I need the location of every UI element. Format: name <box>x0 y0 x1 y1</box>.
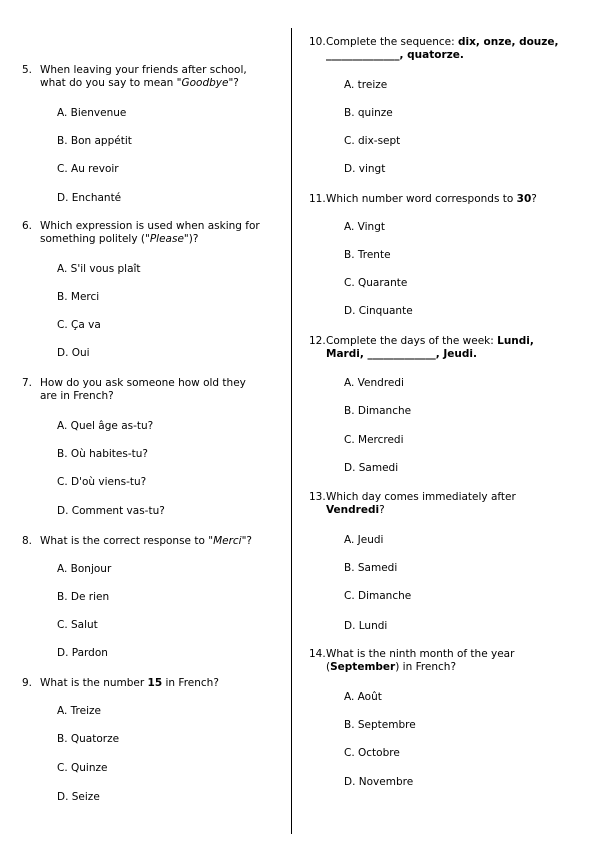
option-a[interactable]: A. S'il vous plaît <box>57 263 141 275</box>
question-number: 8. <box>22 535 33 547</box>
option-b[interactable]: B. Dimanche <box>344 405 412 417</box>
option-c[interactable]: C. Quinze <box>57 762 108 774</box>
option-a[interactable]: A. Quel âge as-tu? <box>57 420 154 432</box>
question-9 <box>22 677 262 690</box>
question-text: How do you ask someone how old they are in French? <box>40 377 246 402</box>
question-7 <box>22 377 262 402</box>
option-c[interactable]: C. Mercredi <box>344 434 404 446</box>
question-number: 12. <box>309 335 326 347</box>
question-number: 5. <box>22 64 33 76</box>
question-number: 10. <box>309 36 326 48</box>
question-number: 11. <box>309 193 326 205</box>
option-d[interactable]: D. Cinquante <box>344 305 413 317</box>
option-a[interactable]: A. Jeudi <box>344 534 384 546</box>
question-text: What is the number 15 in French? <box>40 677 219 689</box>
question-text: Complete the days of the week: Lundi, Mardi, _____________, Jeudi. <box>326 335 534 360</box>
option-c[interactable]: C. dix-sept <box>344 135 401 147</box>
option-b[interactable]: B. Merci <box>57 291 100 303</box>
question-number: 7. <box>22 377 33 389</box>
question-13 <box>309 491 559 516</box>
option-a[interactable]: A. treize <box>344 79 388 91</box>
column-divider <box>291 28 292 834</box>
option-a[interactable]: A. Vendredi <box>344 377 404 389</box>
question-10 <box>309 36 559 61</box>
question-text: Which number word corresponds to 30? <box>326 193 537 205</box>
option-c[interactable]: C. Octobre <box>344 747 400 759</box>
question-6 <box>22 220 262 245</box>
option-c[interactable]: C. Salut <box>57 619 98 631</box>
option-a[interactable]: A. Août <box>344 691 382 703</box>
option-d[interactable]: D. Oui <box>57 347 90 359</box>
option-b[interactable]: B. Où habites-tu? <box>57 448 148 460</box>
option-d[interactable]: D. vingt <box>344 163 386 175</box>
option-b[interactable]: B. Trente <box>344 249 391 261</box>
question-number: 13. <box>309 491 326 503</box>
option-d[interactable]: D. Novembre <box>344 776 414 788</box>
option-a[interactable]: A. Vingt <box>344 221 385 233</box>
option-a[interactable]: A. Treize <box>57 705 101 717</box>
option-c[interactable]: C. Ça va <box>57 319 101 331</box>
question-number: 6. <box>22 220 33 232</box>
option-a[interactable]: A. Bienvenue <box>57 107 127 119</box>
option-c[interactable]: C. Au revoir <box>57 163 119 175</box>
option-b[interactable]: B. De rien <box>57 591 110 603</box>
option-c[interactable]: C. Quarante <box>344 277 408 289</box>
option-b[interactable]: B. Samedi <box>344 562 398 574</box>
question-text: What is the correct response to "Merci"? <box>40 535 252 547</box>
question-5 <box>22 64 262 89</box>
option-c[interactable]: C. D'où viens-tu? <box>57 476 147 488</box>
question-text: Which expression is used when asking for something politely ("Please")? <box>40 220 260 245</box>
question-14 <box>309 648 559 673</box>
option-b[interactable]: B. Septembre <box>344 719 416 731</box>
question-12 <box>309 335 559 360</box>
option-d[interactable]: D. Comment vas-tu? <box>57 505 165 517</box>
option-d[interactable]: D. Seize <box>57 791 100 803</box>
question-11 <box>309 193 559 206</box>
option-d[interactable]: D. Samedi <box>344 462 399 474</box>
question-text: Complete the sequence: dix, onze, douze, ______________, quatorze. <box>326 36 559 61</box>
option-a[interactable]: A. Bonjour <box>57 563 112 575</box>
question-text: Which day comes immediately after Vendredi? <box>326 491 516 516</box>
question-number: 9. <box>22 677 33 689</box>
option-d[interactable]: D. Enchanté <box>57 192 122 204</box>
question-text: When leaving your friends after school, what do you say to mean "Goodbye"? <box>40 64 247 89</box>
option-b[interactable]: B. Quatorze <box>57 733 120 745</box>
question-text: What is the ninth month of the year (September) in French? <box>326 648 515 673</box>
option-b[interactable]: B. quinze <box>344 107 393 119</box>
question-8 <box>22 535 262 548</box>
option-b[interactable]: B. Bon appétit <box>57 135 132 147</box>
option-c[interactable]: C. Dimanche <box>344 590 412 602</box>
question-number: 14. <box>309 648 326 660</box>
option-d[interactable]: D. Lundi <box>344 620 388 632</box>
option-d[interactable]: D. Pardon <box>57 647 108 659</box>
